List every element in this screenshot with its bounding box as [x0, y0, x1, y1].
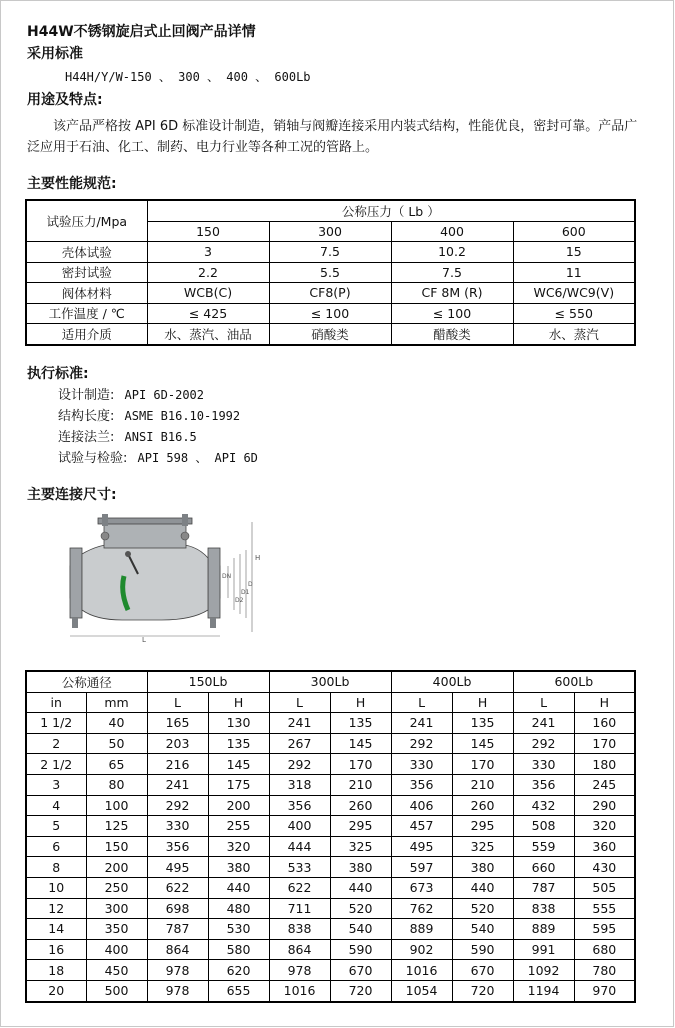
dims-cell: 130 [208, 713, 269, 734]
dims-cell: 457 [391, 816, 452, 837]
dims-cell: 838 [513, 898, 574, 919]
dims-cell: 145 [208, 754, 269, 775]
dims-cell: 241 [147, 774, 208, 795]
dims-cell: 787 [513, 877, 574, 898]
spec-group-header: 公称压力（ Lb ） [147, 200, 635, 221]
dims-cell: 440 [208, 877, 269, 898]
dims-class: 300Lb [269, 671, 391, 692]
exec-label: 结构长度: [58, 409, 115, 424]
dims-cell: 160 [574, 713, 635, 734]
dims-cell: 555 [574, 898, 635, 919]
table-row [26, 795, 635, 816]
table-row [26, 774, 635, 795]
dims-sub-l: L [147, 692, 208, 713]
dims-cell: 210 [330, 774, 391, 795]
table-row [26, 857, 635, 878]
dims-cell: 320 [208, 836, 269, 857]
spec-label: 阀体材料 [26, 283, 147, 304]
spec-label: 适用介质 [26, 324, 147, 345]
dims-cell: 216 [147, 754, 208, 775]
dims-cell-mm: 40 [86, 713, 147, 734]
dims-cell: 1092 [513, 960, 574, 981]
dims-cell: 267 [269, 733, 330, 754]
spec-class: 150 [147, 221, 269, 242]
table-row [26, 877, 635, 898]
dims-cell: 720 [452, 980, 513, 1001]
dims-cell: 255 [208, 816, 269, 837]
dims-cell: 620 [208, 960, 269, 981]
dims-cell: 1016 [269, 980, 330, 1001]
valve-diagram-svg [62, 514, 280, 644]
dims-cell: 655 [208, 980, 269, 1001]
dims-cell-mm: 250 [86, 877, 147, 898]
dims-cell-mm: 125 [86, 816, 147, 837]
spec-cell: 硝酸类 [269, 324, 391, 345]
dims-cell-mm: 500 [86, 980, 147, 1001]
spec-cell: 3 [147, 242, 269, 263]
dims-cell: 787 [147, 919, 208, 940]
dims-cell: 440 [330, 877, 391, 898]
dims-cell: 292 [391, 733, 452, 754]
dims-cell: 135 [452, 713, 513, 734]
dims-cell: 245 [574, 774, 635, 795]
dims-cell-mm: 450 [86, 960, 147, 981]
dims-cell: 520 [452, 898, 513, 919]
dims-cell-in: 18 [26, 960, 86, 981]
dims-cell: 170 [574, 733, 635, 754]
spec-cell: ≤ 425 [147, 303, 269, 324]
dims-cell: 260 [452, 795, 513, 816]
dims-cell: 170 [452, 754, 513, 775]
dims-sub-h: H [574, 692, 635, 713]
dims-cell: 325 [452, 836, 513, 857]
usage-heading: 用途及特点: [27, 92, 103, 108]
dims-cell: 330 [391, 754, 452, 775]
table-row [26, 836, 635, 857]
dims-unit-in: in [26, 692, 86, 713]
dims-heading: 主要连接尺寸: [27, 487, 117, 503]
spec-cell: 10.2 [391, 242, 513, 263]
dims-sub-h: H [330, 692, 391, 713]
dims-cell: 135 [330, 713, 391, 734]
table-row [26, 303, 635, 324]
dims-cell: 210 [452, 774, 513, 795]
dims-cell: 580 [208, 939, 269, 960]
dims-cell: 1016 [391, 960, 452, 981]
dims-cell: 978 [147, 960, 208, 981]
dims-cell: 590 [452, 939, 513, 960]
dims-cell-in: 10 [26, 877, 86, 898]
dims-cell: 444 [269, 836, 330, 857]
table-row [26, 324, 635, 345]
spec-cell: 7.5 [269, 242, 391, 263]
dims-cell: 902 [391, 939, 452, 960]
dims-sub-h: H [452, 692, 513, 713]
dims-cell-in: 20 [26, 980, 86, 1001]
table-row [26, 733, 635, 754]
exec-value: ANSI B16.5 [124, 430, 197, 444]
dims-cell: 292 [513, 733, 574, 754]
spec-cell: WCB(C) [147, 283, 269, 304]
valve-diagram [62, 514, 280, 644]
dims-cell: 622 [147, 877, 208, 898]
dims-cell: 720 [330, 980, 391, 1001]
dims-cell: 595 [574, 919, 635, 940]
usage-text: 该产品严格按 API 6D 标准设计制造，销轴与阀瓣连接采用内装式结构，性能优良，密封可靠。产品广泛应用于石油、化工、制药、电力行业等各种工况的管路上。 [27, 119, 638, 155]
spec-table [25, 199, 636, 346]
exec-label: 连接法兰: [58, 430, 115, 445]
dims-cell: 762 [391, 898, 452, 919]
dims-class: 600Lb [513, 671, 635, 692]
dims-cell: 670 [452, 960, 513, 981]
spec-cell: CF8(P) [269, 283, 391, 304]
dims-cell: 597 [391, 857, 452, 878]
dims-cell: 330 [513, 754, 574, 775]
dims-sub-l: L [269, 692, 330, 713]
table-row [26, 898, 635, 919]
dims-cell-in: 5 [26, 816, 86, 837]
dims-cell: 889 [513, 919, 574, 940]
dim-label-dn: DN [222, 573, 232, 580]
dim-label-l: L [142, 636, 146, 644]
dims-cell: 780 [574, 960, 635, 981]
dims-cell: 432 [513, 795, 574, 816]
dims-cell: 180 [574, 754, 635, 775]
dim-label-d1: D1 [241, 589, 250, 596]
dims-cell: 165 [147, 713, 208, 734]
dims-cell-mm: 80 [86, 774, 147, 795]
table-row [26, 919, 635, 940]
dims-cell: 290 [574, 795, 635, 816]
dims-cell: 978 [147, 980, 208, 1001]
spec-row-header: 试验压力/Mpa [26, 200, 147, 242]
dims-cell-mm: 200 [86, 857, 147, 878]
spec-cell: ≤ 100 [391, 303, 513, 324]
spec-label: 工作温度 / ℃ [26, 303, 147, 324]
standard-heading: 采用标准 [27, 46, 83, 62]
dims-cell: 145 [452, 733, 513, 754]
dims-cell: 356 [269, 795, 330, 816]
dims-cell: 295 [330, 816, 391, 837]
table-row [26, 262, 635, 283]
dims-cell: 295 [452, 816, 513, 837]
dims-unit-mm: mm [86, 692, 147, 713]
dims-class: 400Lb [391, 671, 513, 692]
dims-cell: 533 [269, 857, 330, 878]
dims-cell: 508 [513, 816, 574, 837]
dims-cell: 200 [208, 795, 269, 816]
dims-cell: 505 [574, 877, 635, 898]
dims-cell: 540 [452, 919, 513, 940]
dims-cell: 698 [147, 898, 208, 919]
dims-cell: 356 [391, 774, 452, 795]
dims-cell: 864 [147, 939, 208, 960]
spec-cell: 水、蒸汽、油品 [147, 324, 269, 345]
dims-cell: 318 [269, 774, 330, 795]
dims-cell: 400 [269, 816, 330, 837]
dims-cell: 673 [391, 877, 452, 898]
dims-cell-in: 8 [26, 857, 86, 878]
exec-value: API 6D-2002 [124, 388, 205, 402]
dims-cell: 430 [574, 857, 635, 878]
dims-cell: 356 [513, 774, 574, 795]
dims-cell: 360 [574, 836, 635, 857]
dims-cell-in: 4 [26, 795, 86, 816]
spec-class: 300 [269, 221, 391, 242]
execution-heading: 执行标准: [27, 366, 89, 382]
table-row [26, 754, 635, 775]
dims-cell-mm: 50 [86, 733, 147, 754]
dims-cell: 1194 [513, 980, 574, 1001]
dims-cell-mm: 150 [86, 836, 147, 857]
dims-cell-mm: 65 [86, 754, 147, 775]
dims-sub-l: L [391, 692, 452, 713]
dims-cell: 241 [513, 713, 574, 734]
exec-value: ASME B16.10-1992 [124, 409, 241, 423]
dims-cell: 175 [208, 774, 269, 795]
spec-label: 密封试验 [26, 262, 147, 283]
dims-cell: 711 [269, 898, 330, 919]
spec-cell: 7.5 [391, 262, 513, 283]
dims-cell: 260 [330, 795, 391, 816]
dims-cell: 622 [269, 877, 330, 898]
dims-cell-in: 14 [26, 919, 86, 940]
exec-item [58, 447, 258, 466]
standard-value: H44H/Y/W-150 、 300 、 400 、 600Lb [65, 70, 311, 84]
spec-cell: 11 [513, 262, 635, 283]
dims-cell-mm: 350 [86, 919, 147, 940]
spec-cell: 15 [513, 242, 635, 263]
dims-cell: 440 [452, 877, 513, 898]
dims-cell: 590 [330, 939, 391, 960]
dims-cell: 292 [147, 795, 208, 816]
dims-cell: 520 [330, 898, 391, 919]
dims-cell: 1054 [391, 980, 452, 1001]
dims-cell: 241 [269, 713, 330, 734]
dims-cell: 838 [269, 919, 330, 940]
dims-cell: 292 [269, 754, 330, 775]
spec-cell: 5.5 [269, 262, 391, 283]
dims-cell: 480 [208, 898, 269, 919]
dims-cell-in: 12 [26, 898, 86, 919]
table-row [26, 960, 635, 981]
dims-cell: 864 [269, 939, 330, 960]
dims-cell: 356 [147, 836, 208, 857]
dims-cell: 530 [208, 919, 269, 940]
spec-class: 400 [391, 221, 513, 242]
exec-item [58, 426, 197, 445]
dims-cell: 203 [147, 733, 208, 754]
dims-cell: 970 [574, 980, 635, 1001]
table-row [26, 816, 635, 837]
spec-cell: ≤ 100 [269, 303, 391, 324]
dims-cell: 320 [574, 816, 635, 837]
dims-cell-mm: 300 [86, 898, 147, 919]
exec-value: API 598 、 API 6D [137, 451, 258, 465]
dims-table [25, 670, 636, 1003]
spec-label: 壳体试验 [26, 242, 147, 263]
dims-cell-mm: 100 [86, 795, 147, 816]
dims-cell: 889 [391, 919, 452, 940]
exec-label: 设计制造: [58, 388, 115, 403]
table-row [26, 242, 635, 263]
exec-item [58, 405, 240, 424]
dims-cell: 325 [330, 836, 391, 857]
dim-label-d: D [248, 581, 253, 588]
dims-body [26, 713, 635, 1002]
dims-cell: 495 [391, 836, 452, 857]
exec-item [58, 384, 204, 403]
table-row [26, 939, 635, 960]
dims-cell: 330 [147, 816, 208, 837]
dims-cell-in: 6 [26, 836, 86, 857]
dims-cell: 170 [330, 754, 391, 775]
dims-cell: 680 [574, 939, 635, 960]
spec-class: 600 [513, 221, 635, 242]
exec-label: 试验与检验: [58, 451, 128, 466]
page-title: H44W不锈钢旋启式止回阀产品详情 [27, 24, 256, 40]
dims-header-dn: 公称通径 [26, 671, 147, 692]
dims-cell: 978 [269, 960, 330, 981]
dim-label-h: H [255, 554, 261, 562]
spec-cell: 2.2 [147, 262, 269, 283]
dims-sub-h: H [208, 692, 269, 713]
dims-cell: 380 [330, 857, 391, 878]
dims-cell: 241 [391, 713, 452, 734]
spec-cell: CF 8M (R) [391, 283, 513, 304]
spec-cell: WC6/WC9(V) [513, 283, 635, 304]
table-row [26, 980, 635, 1001]
dims-cell: 145 [330, 733, 391, 754]
dim-label-d2: D2 [235, 597, 244, 604]
dims-sub-l: L [513, 692, 574, 713]
spec-cell: 水、蒸汽 [513, 324, 635, 345]
table-row [26, 283, 635, 304]
dims-cell: 380 [208, 857, 269, 878]
dims-cell: 135 [208, 733, 269, 754]
dims-cell: 540 [330, 919, 391, 940]
dims-cell-in: 3 [26, 774, 86, 795]
dims-cell-in: 1 1/2 [26, 713, 86, 734]
dims-cell: 495 [147, 857, 208, 878]
dims-cell: 559 [513, 836, 574, 857]
table-row [26, 713, 635, 734]
dims-cell: 991 [513, 939, 574, 960]
dims-cell: 670 [330, 960, 391, 981]
dims-class: 150Lb [147, 671, 269, 692]
spec-cell: 醋酸类 [391, 324, 513, 345]
dims-cell: 406 [391, 795, 452, 816]
dims-cell-in: 16 [26, 939, 86, 960]
dims-cell: 660 [513, 857, 574, 878]
dims-cell: 380 [452, 857, 513, 878]
spec-heading: 主要性能规范: [27, 176, 117, 192]
dims-cell-in: 2 1/2 [26, 754, 86, 775]
spec-cell: ≤ 550 [513, 303, 635, 324]
dims-cell-mm: 400 [86, 939, 147, 960]
dims-cell-in: 2 [26, 733, 86, 754]
